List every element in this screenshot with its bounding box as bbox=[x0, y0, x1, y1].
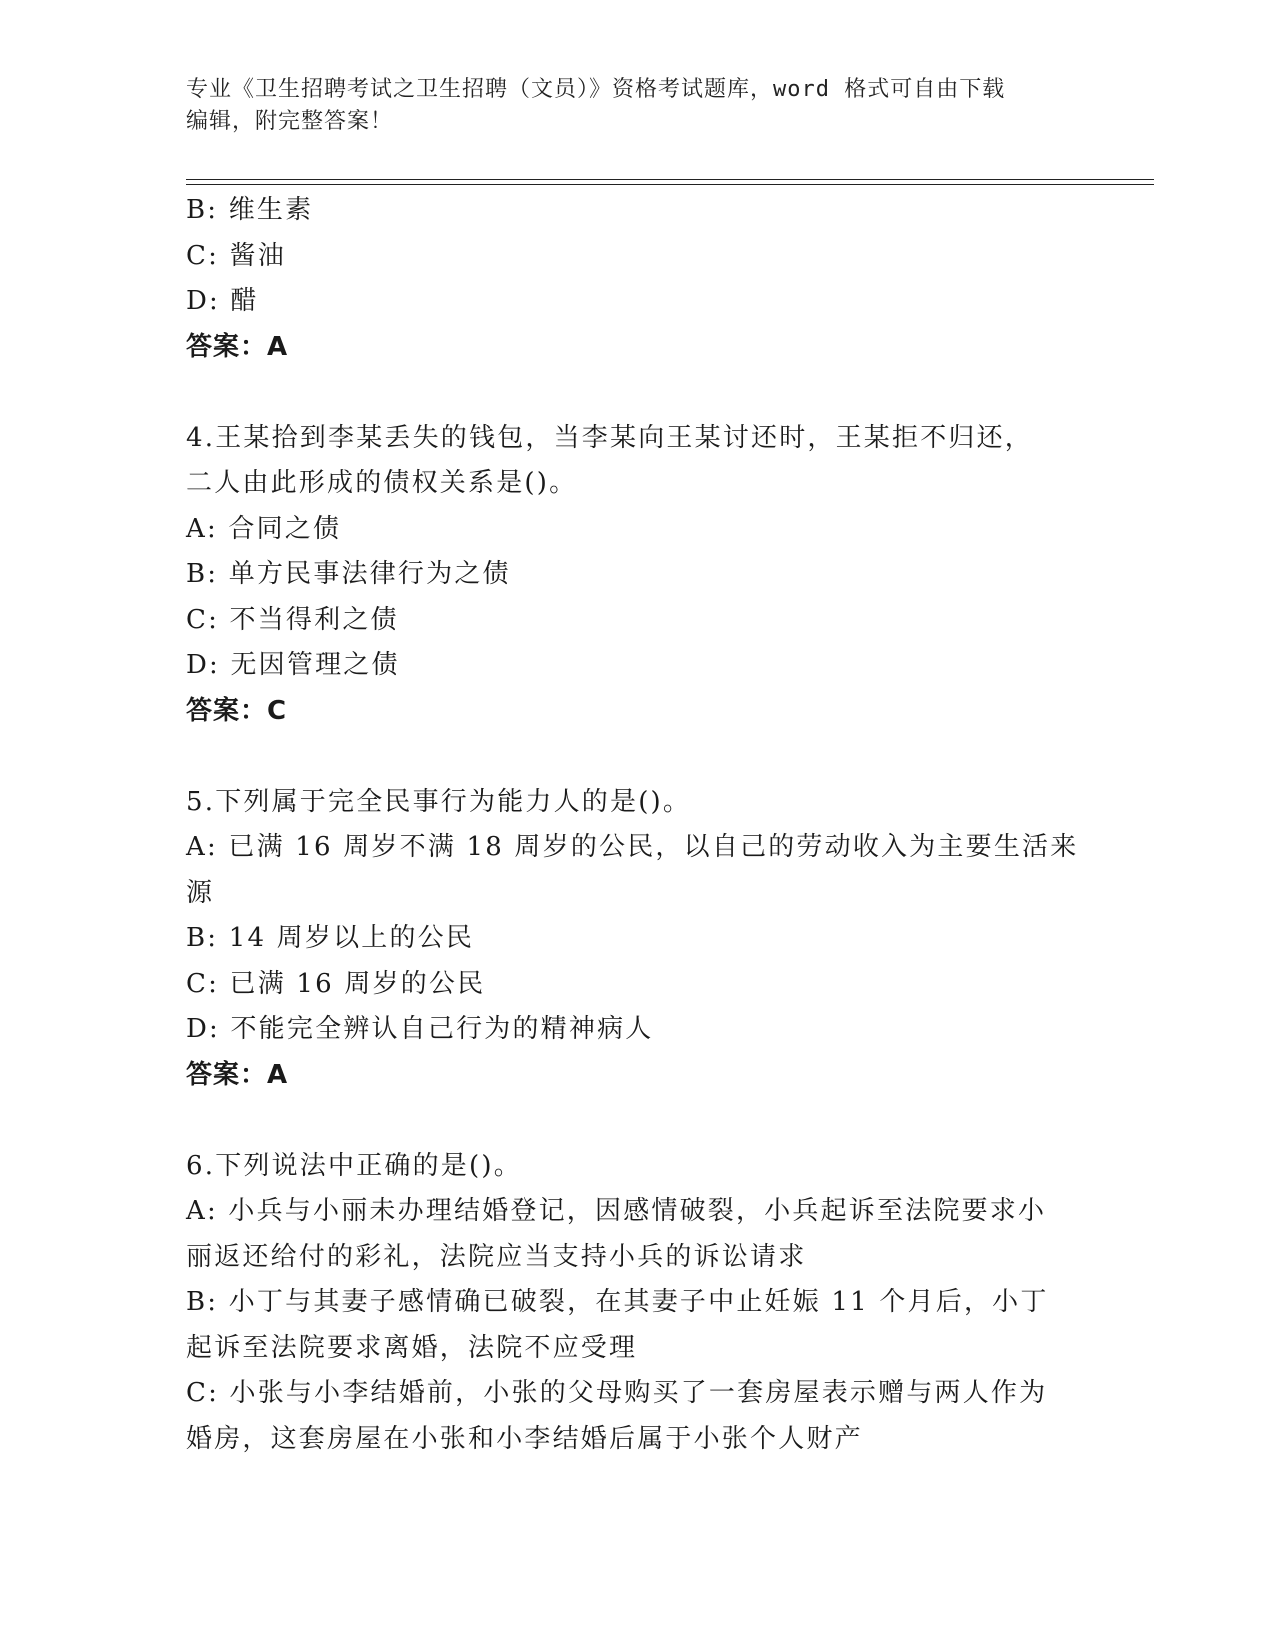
question-stem: 5.下列属于完全民事行为能力人的是()。 bbox=[186, 786, 692, 817]
option-b: B: 14 周岁以上的公民 bbox=[186, 923, 475, 953]
option-c: C: 小张与小李结婚前，小张的父母购买了一套房屋表示赠与两人作为 bbox=[186, 1378, 1048, 1408]
option-c: C: 酱油 bbox=[186, 240, 286, 271]
question-stem: 4.王某拾到李某丢失的钱包，当李某向王某讨还时，王某拒不归还， bbox=[186, 422, 1034, 453]
option-c: C: 已满 16 周岁的公民 bbox=[186, 968, 486, 999]
question-6 bbox=[186, 1144, 1086, 1463]
question-4 bbox=[186, 416, 1086, 735]
spacer bbox=[186, 370, 1086, 416]
header-rule-top bbox=[186, 179, 1154, 180]
option-a-cont: 丽返还给付的彩礼，法院应当支持小兵的诉讼请求 bbox=[186, 1241, 807, 1272]
option-a: A: 小兵与小丽未办理结婚登记，因感情破裂，小兵起诉至法院要求小 bbox=[186, 1196, 1047, 1226]
answer-label: 答案：A bbox=[186, 1059, 289, 1090]
option-b: B: 单方民事法律行为之债 bbox=[186, 559, 511, 589]
option-b-cont: 起诉至法院要求离婚，法院不应受理 bbox=[186, 1332, 638, 1363]
option-b: B: 维生素 bbox=[186, 195, 314, 225]
option-a: A: 已满 16 周岁不满 18 周岁的公民，以自己的劳动收入为主要生活来 bbox=[186, 832, 1079, 862]
answer-label: 答案：A bbox=[186, 331, 289, 362]
option-d: D: 醋 bbox=[186, 286, 259, 316]
option-c-cont: 婚房，这套房屋在小张和小李结婚后属于小张个人财产 bbox=[186, 1423, 863, 1454]
question-list bbox=[186, 188, 1086, 1462]
option-a-cont: 源 bbox=[186, 877, 215, 908]
question-3-tail bbox=[186, 188, 1086, 370]
spacer bbox=[186, 734, 1086, 780]
question-stem: 6.下列说法中正确的是()。 bbox=[186, 1150, 522, 1181]
header-line-2: 编辑，附完整答案！ bbox=[186, 109, 394, 134]
header-line-1: 专业《卫生招聘考试之卫生招聘（文员）》资格考试题库，word 格式可自由下载 bbox=[186, 77, 1006, 102]
header-rule-bottom bbox=[186, 184, 1154, 185]
option-d: D: 无因管理之债 bbox=[186, 650, 400, 680]
answer-label: 答案：C bbox=[186, 695, 288, 726]
option-b: B: 小丁与其妻子感情确已破裂，在其妻子中止妊娠 11 个月后，小丁 bbox=[186, 1287, 1049, 1317]
page-header bbox=[186, 74, 1086, 138]
option-c: C: 不当得利之债 bbox=[186, 604, 399, 635]
question-stem-cont: 二人由此形成的债权关系是()。 bbox=[186, 468, 578, 498]
option-d: D: 不能完全辨认自己行为的精神病人 bbox=[186, 1014, 654, 1044]
question-5 bbox=[186, 780, 1086, 1099]
option-a: A: 合同之债 bbox=[186, 513, 342, 544]
spacer bbox=[186, 1098, 1086, 1144]
